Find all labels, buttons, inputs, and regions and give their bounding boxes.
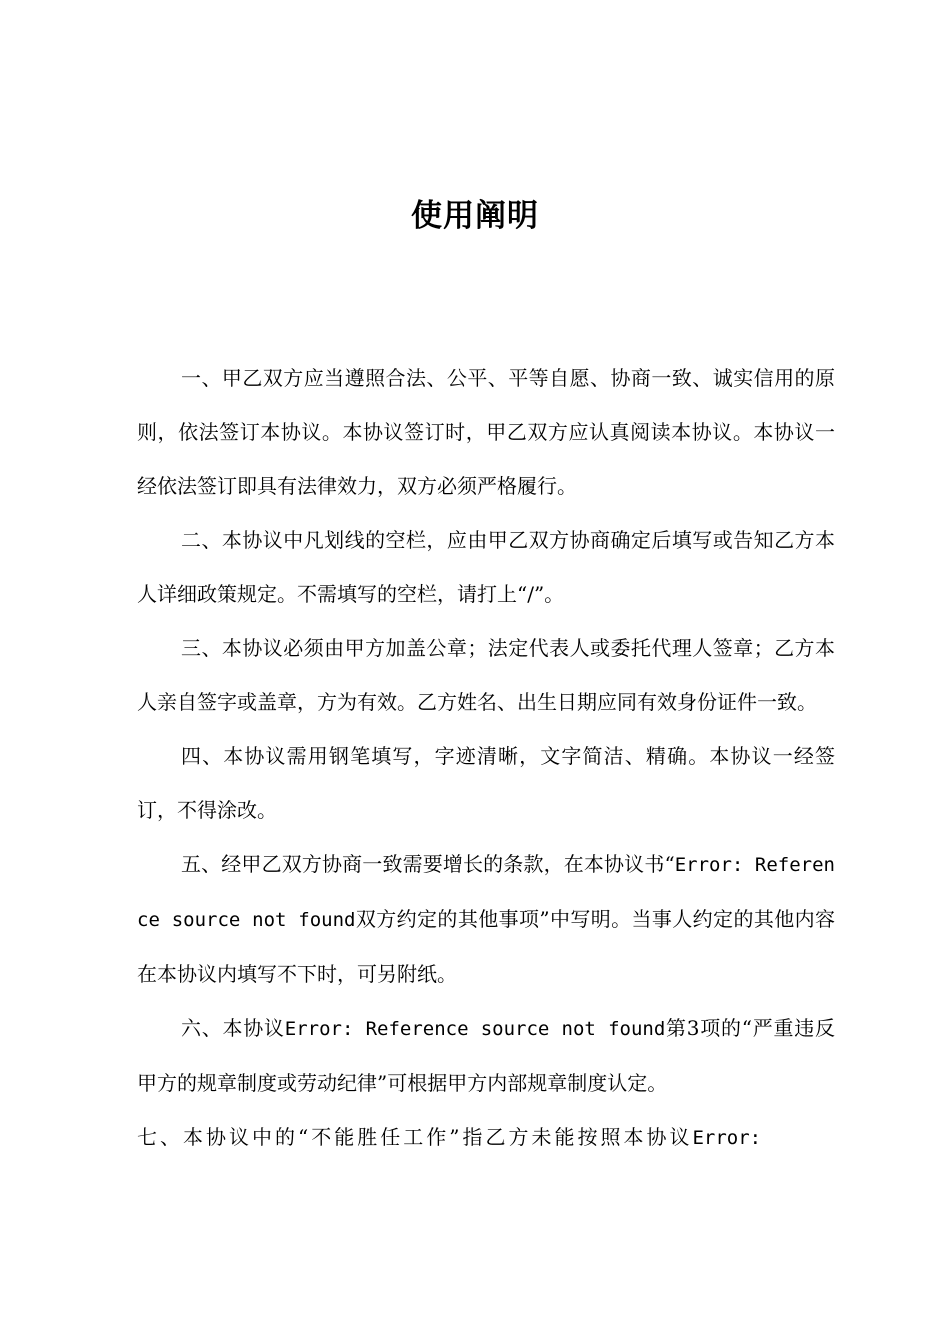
paragraph-6-text-a: 六、本协议 [181, 1016, 285, 1040]
paragraph-7-text-a: 七、本协议中的“不能胜任工作”指乙方未能按照本协议 [137, 1125, 693, 1149]
paragraph-7 [137, 1110, 835, 1165]
paragraph-6-text-b: 第3项的“严重违反甲方的规章制度或劳动纪律”可根据甲方内部规章制度认定。 [137, 1016, 835, 1095]
paragraph-1: 一、甲乙双方应当遵照合法、公平、平等自愿、协商一致、诚实信用的原则，依法签订本协议。本协议签订时，甲乙双方应认真阅读本协议。本协议一经依法签订即具有法律效力，双方必须严格履行。 [137, 366, 835, 498]
paragraph-5 [137, 837, 835, 1001]
document-body [137, 351, 835, 1165]
paragraph-6-reference-error: Error: Reference source not found [284, 1018, 666, 1040]
paragraph-2: 二、本协议中凡划线的空栏，应由甲乙双方协商确定后填写或告知乙方本人详细政策规定。不需填写的空栏，请打上“/”。 [137, 528, 835, 606]
paragraph-5-reference-error: Error: Reference source not found [137, 854, 835, 931]
paragraph-3: 三、本协议必须由甲方加盖公章；法定代表人或委托代理人签章；乙方本人亲自签字或盖章，方为有效。乙方姓名、出生日期应同有效身份证件一致。 [137, 636, 835, 714]
paragraph-7-reference-error: Error: [692, 1127, 762, 1149]
paragraph-4: 四、本协议需用钢笔填写，字迹清晰，文字简洁、精确。本协议一经签订，不得涂改。 [137, 744, 835, 822]
paragraph-6 [137, 1001, 835, 1110]
document-title: 使用阐明 [411, 198, 539, 234]
paragraph-5-text-b: 双方约定的其他事项”中写明。当事人约定的其他内容在本协议内填写不下时，可另附纸。 [137, 907, 835, 986]
paragraph-5-text-a: 五、经甲乙双方协商一致需要增长的条款，在本协议书“ [181, 852, 675, 876]
